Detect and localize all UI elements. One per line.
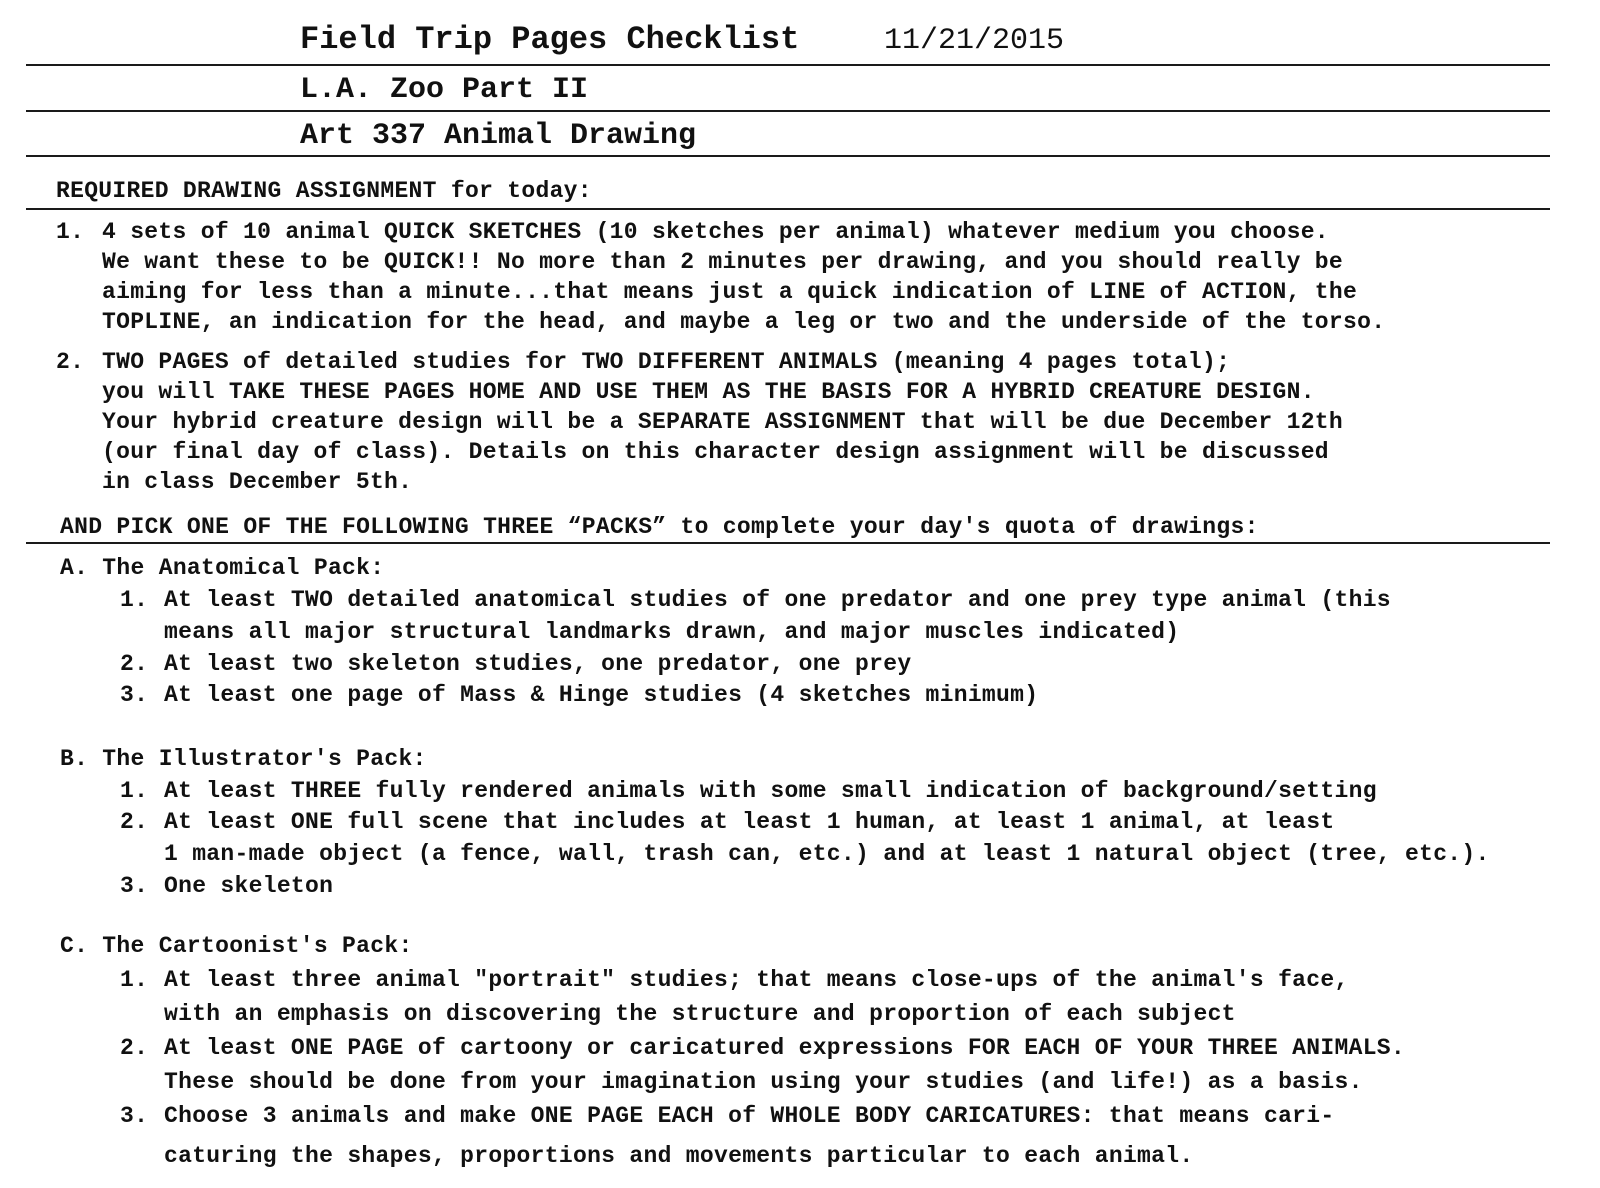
item-number: 1. (120, 778, 149, 804)
divider (26, 208, 1550, 210)
item-line: 4 sets of 10 animal QUICK SKETCHES (10 sketches per animal) whatever medium you choose. (102, 219, 1329, 245)
item-line: TOPLINE, an indication for the head, and maybe a leg or two and the underside of the torso. (102, 309, 1386, 335)
item-line: At least one page of Mass & Hinge studies (4 sketches minimum) (164, 682, 1039, 708)
packs-heading: AND PICK ONE OF THE FOLLOWING THREE “PACKS” to complete your day's quota of drawings: (60, 514, 1259, 540)
item-line: aiming for less than a minute...that means just a quick indication of LINE of ACTION, the (102, 279, 1358, 305)
item-number: 2. (120, 651, 149, 677)
pack-label: B. The Illustrator's Pack: (60, 746, 427, 772)
required-heading: REQUIRED DRAWING ASSIGNMENT for today: (56, 178, 592, 204)
page-subtitle: L.A. Zoo Part II (300, 73, 589, 107)
item-line: At least ONE full scene that includes at least 1 human, at least 1 animal, at least (164, 809, 1335, 835)
item-line: 1 man-made object (a fence, wall, trash can, etc.) and at least 1 natural object (tree, etc.). (164, 841, 1490, 867)
item-number: 3. (120, 873, 149, 899)
item-number: 1. (120, 587, 149, 613)
divider (26, 64, 1550, 66)
item-line: in class December 5th. (102, 469, 413, 495)
item-number: 1. (120, 967, 149, 993)
item-line: At least THREE fully rendered animals with some small indication of background/setting (164, 778, 1377, 804)
page-date: 11/21/2015 (884, 24, 1065, 58)
item-line: you will TAKE THESE PAGES HOME AND USE THEM AS THE BASIS FOR A HYBRID CREATURE DESIGN. (102, 379, 1315, 405)
divider (26, 542, 1550, 544)
item-line: We want these to be QUICK!! No more than 2 minutes per drawing, and you should really be (102, 249, 1343, 275)
course-name: Art 337 Animal Drawing (300, 119, 697, 153)
item-line: (our final day of class). Details on this character design assignment will be discussed (102, 439, 1329, 465)
divider (26, 110, 1550, 112)
item-line: with an emphasis on discovering the structure and proportion of each subject (164, 1001, 1236, 1027)
item-number: 3. (120, 682, 149, 708)
item-line: TWO PAGES of detailed studies for TWO DIFFERENT ANIMALS (meaning 4 pages total); (102, 349, 1231, 375)
item-number: 2. (120, 809, 149, 835)
item-line: One skeleton (164, 873, 334, 899)
page-title: Field Trip Pages Checklist (300, 21, 800, 58)
item-line: These should be done from your imagination using your studies (and life!) as a basis. (164, 1069, 1363, 1095)
pack-label: C. The Cartoonist's Pack: (60, 933, 413, 959)
item-line: Your hybrid creature design will be a SEPARATE ASSIGNMENT that will be due December 12th (102, 409, 1343, 435)
item-number: 3. (120, 1103, 149, 1129)
item-number: 2. (56, 349, 85, 375)
item-line: means all major structural landmarks drawn, and major muscles indicated) (164, 619, 1180, 645)
pack-label: A. The Anatomical Pack: (60, 555, 385, 581)
item-line: At least TWO detailed anatomical studies of one predator and one prey type animal (this (164, 587, 1391, 613)
divider (26, 155, 1550, 157)
item-line: At least three animal "portrait" studies; that means close-ups of the animal's face, (164, 967, 1349, 993)
item-line: caturing the shapes, proportions and movements particular to each animal. (164, 1143, 1194, 1169)
item-line: Choose 3 animals and make ONE PAGE EACH of WHOLE BODY CARICATURES: that means cari- (164, 1103, 1335, 1129)
item-line: At least two skeleton studies, one predator, one prey (164, 651, 912, 677)
item-line: At least ONE PAGE of cartoony or caricatured expressions FOR EACH OF YOUR THREE ANIMALS. (164, 1035, 1405, 1061)
item-number: 2. (120, 1035, 149, 1061)
item-number: 1. (56, 219, 85, 245)
